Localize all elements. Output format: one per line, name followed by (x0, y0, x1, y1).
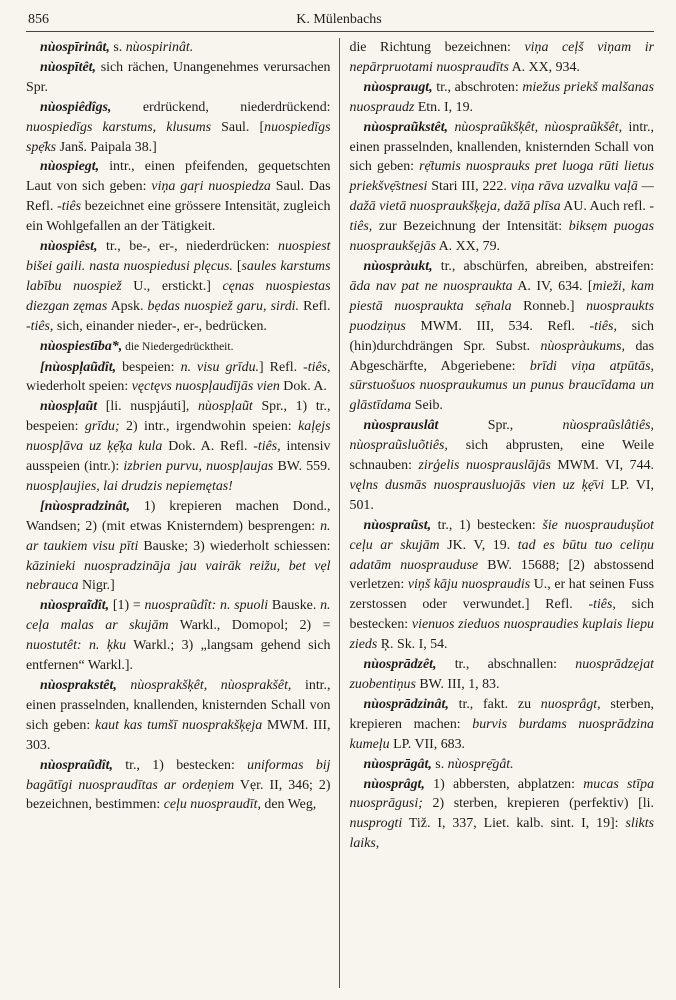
running-head-author: K. Mülenbachs (296, 12, 382, 27)
entry-text: die Richtung bezeichnen: (349, 40, 525, 55)
entry-text: BW. III, 1, 83. (415, 677, 500, 692)
dictionary-entry (26, 38, 331, 58)
entry-text (117, 678, 131, 693)
entry-text: MWM. III, 303. (26, 717, 331, 753)
entry-text: LP. VI, 501. (349, 477, 654, 513)
entry-text: tr., abschürfen, abreiben, abstreifen: (432, 258, 654, 274)
entry-example: -tiês, (303, 359, 331, 375)
two-column-body (26, 38, 654, 988)
entry-text: Saul. Das Refl. (26, 179, 331, 215)
entry-text: A. XX, 79. (435, 239, 500, 255)
entry-example: rẹ̄tumis nuosprauks pret luoga rūti lietus priekšvẹ̄stnesi (349, 159, 654, 195)
entry-text: Bauske; 3) wiederholt schiessen: (138, 538, 331, 554)
entry-example: nuospraũdît: n. spuoli (144, 598, 269, 614)
entry-text: tr., 1) bestecken: (431, 517, 543, 533)
entry-example: nuospiest bišei gaili. nasta nuospiedusi plęcus. (26, 239, 331, 274)
dictionary-entry (26, 157, 331, 237)
dictionary-entry (26, 676, 331, 756)
entry-text: Saul. [ (211, 119, 265, 135)
entry-example: -tiês, (589, 318, 617, 334)
dictionary-entry (26, 337, 331, 358)
dictionary-entry (26, 397, 331, 497)
entry-text: [li. nuspjáuti], (97, 399, 198, 415)
entry-text: MWM. III, 534. Refl. (405, 318, 590, 334)
entry-text: Dok. A. Refl. (162, 439, 254, 455)
entry-headword: nùospīrinât, (40, 40, 110, 55)
entry-text: Warkl.; 3) „langsam gehend sich entfernen“ Warkl.]. (26, 638, 331, 674)
entry-text: sterben, krepieren machen: (349, 696, 654, 732)
entry-text: intr., einen pfeifenden, gequetschten Laut von sich geben: (26, 159, 331, 195)
entry-example: nuospiedīgs spẹ̄ks (26, 119, 331, 155)
entry-example: n. ceļa malas ar skujām (26, 598, 331, 634)
entry-headword: nùospraũkstêt, (363, 119, 449, 135)
entry-example: grīdu; (84, 419, 120, 435)
entry-text: erdrückend, niederdrückend: (111, 99, 331, 115)
entry-text: 1) krepieren machen Dond., Wandsen; 2) (mit etwas Knisterndem) besprengen: (26, 498, 331, 534)
entry-headword: nùosprâgt, (363, 776, 425, 792)
entry-text: sich abprusten, eine Weile schnauben: (349, 438, 654, 474)
entry-example: zirģelis nuosprauslājās (418, 458, 551, 474)
entry-example: nuostutêt: n. ķku (26, 638, 127, 654)
entry-headword: nùospraĩdît, (40, 598, 110, 614)
entry-example: burvis burdams nuosprādzina kumeļu (349, 716, 654, 752)
entry-text: Seib. (411, 398, 443, 414)
entry-example: n. ar taukiem visu pīti (26, 518, 331, 554)
entry-example: slikts laiks, (349, 816, 654, 852)
entry-text: BW. 559. (273, 459, 331, 475)
entry-example: miežus priekš malšanas nuospraudz (349, 79, 654, 115)
dictionary-entry (26, 98, 331, 158)
entry-headword: nùospraũst, (363, 517, 432, 533)
entry-text: tr., 1) bestecken: (112, 757, 248, 773)
entry-text: tr., abschnallen: (436, 657, 576, 673)
entry-text: A. XX, 934. (508, 59, 580, 75)
entry-example: kāzinieki nuospradzināja jau vairāk reižu, bet vẹl nebrauca (26, 558, 331, 594)
entry-headword: nùospiestība*, (40, 338, 123, 354)
entry-text: Ronneb.] (511, 298, 587, 314)
entry-text: A. IV, 634. [ (512, 278, 593, 294)
entry-example: biksẹm puogas nuospraukšẹjās (349, 219, 654, 255)
entry-text: intr., einen prasselnden, knallenden, knisternden Schall von sich geben: (26, 678, 331, 733)
dictionary-entry (350, 516, 655, 655)
dictionary-entry (350, 257, 655, 416)
entry-example: cęnas nuospiestas diezgan zęmas (26, 278, 331, 314)
left-column (26, 38, 340, 988)
entry-text: s. (431, 756, 448, 772)
entry-example: nùosprakšķêt, nùosprakšêt, (130, 678, 292, 693)
entry-example: mucas stīpa nuosprāgusi; (349, 776, 654, 812)
dictionary-entry (350, 118, 655, 257)
entry-text: wiederholt speien: (26, 379, 132, 395)
entry-example: viņa ceļš viņam ir nepārpruotami nuospraudīts (349, 40, 654, 75)
dictionary-entry (26, 58, 331, 98)
entry-text: die Niedergedrücktheit. (122, 340, 234, 353)
page-header (26, 12, 654, 32)
entry-example: nuosprādzẹjat zuobentiņus (349, 657, 654, 692)
entry-example: tad es būtu tuo celiņu adatām nuosprauduse (349, 537, 654, 573)
entry-example: kaut kas tumšī nuosprakšķẹja (95, 717, 263, 733)
entry-text: 2) intr., irgendwohin speien: (119, 419, 299, 435)
dictionary-entry (350, 38, 655, 78)
entry-text: das Abgeschärfte, Abgeriebene: (349, 338, 654, 374)
entry-example: āda nav pat ne nuospraukta (349, 278, 513, 294)
entry-example: nuosprâgt, (540, 696, 601, 712)
entry-example: šie nuosprauduș̌uot ceļu ar skujām (349, 517, 654, 553)
dictionary-entry (350, 775, 655, 855)
entry-text: Janš. Paipala 38.] (56, 139, 157, 155)
entry-example: vęctęvs nuospļaudījās vien (131, 379, 280, 395)
entry-example: -tiês, (26, 318, 54, 334)
entry-example: nusprogti (349, 816, 403, 832)
entry-text: [ (232, 258, 242, 274)
entry-text: Apsk. (107, 298, 148, 314)
entry-text: U., erstickt.] (121, 278, 223, 294)
entry-text: ] Refl. (259, 359, 304, 375)
entry-example: nùosprẹ̄gât. (447, 756, 514, 772)
dictionary-entry (26, 358, 331, 398)
entry-example: nùospļaũt (197, 399, 253, 415)
entry-text: den Weg, (260, 797, 317, 813)
entry-example: viņa rāva uzvalku vaļā — dažā vietā nuospraukšķẹja, dažā plīsa (349, 179, 654, 215)
entry-headword: nùospiêdîgs, (40, 99, 112, 115)
dictionary-entry (26, 497, 331, 597)
entry-text: s. (109, 40, 126, 55)
entry-example: nùospraũkšķêt, nùospraũkšêt, (454, 119, 623, 135)
entry-example: -tiês, (588, 597, 616, 613)
entry-text: intr., einen prasselnden, knallenden, knisternden Schall von sich geben: (349, 119, 654, 175)
entry-text: sich, einander nieder-, er-, bedrücken. (53, 318, 267, 334)
entry-example: nùospraũslâtiês, nùospraũsluõtiês, (349, 418, 654, 454)
entry-text: zur Bezeichnung der Intensität: (372, 219, 569, 235)
entry-text: AU. Auch refl. (560, 199, 650, 215)
entry-text: Tiž. I, 337, Liet. kalb. sint. I, 19]: (402, 816, 626, 832)
entry-text: bespeien: (116, 359, 181, 375)
entry-headword: nùospràukt, (363, 258, 433, 274)
entry-text: Spr., (438, 418, 563, 434)
entry-text: Etn. I, 19. (414, 99, 473, 115)
entry-example: bẹdas nuospiež garu, sirdi. (147, 298, 300, 314)
entry-text: BW. 15688; [2) abstossend verletzen: (349, 557, 654, 593)
entry-example: uniformas bij bagātīgi nuospraudītas ar ordeņiem (26, 757, 331, 793)
entry-text: tr., fakt. zu (448, 696, 541, 712)
dictionary-entry (350, 695, 655, 755)
entry-text: U., er hat seinen Fuss zerstossen oder verwundet.] Refl. (349, 577, 654, 613)
entry-text: Warkl., Domopol; 2) = (168, 618, 331, 634)
entry-text: JK. V, 19. (439, 537, 518, 553)
entry-example: nuospiedīgs karstums, klusums (26, 119, 212, 135)
entry-text: Vẹr. II, 346; 2) bezeichnen, bestimmen: (26, 777, 331, 813)
entry-headword: nùosprādzêt, (363, 657, 437, 673)
entry-example: vęlns dusmās nuosprausluojās vien uz ķẹ̄vi (349, 477, 605, 493)
entry-text: Refl. (299, 298, 331, 314)
dictionary-entry (26, 237, 331, 337)
dictionary-entry (26, 756, 331, 816)
entry-example: brīdi viņa atpūtās, sūrstuošuos nuospraukumus un punus braucīdama un glāstīdama (349, 358, 654, 414)
entry-text: 2) sterben, krepieren (perfektiv) [li. (422, 796, 654, 812)
entry-example: nuospraukts puodziņus (349, 298, 654, 334)
entry-headword: nùosprauslât (363, 418, 439, 434)
entry-example: viņa gaŗi nuospiedza (151, 179, 271, 195)
entry-example: vienuos zieduos nuospraudies kuplais liepu zieds (349, 617, 654, 653)
entry-headword: nùospiêst, (40, 239, 98, 255)
entry-headword: nùosprādzinât, (363, 696, 449, 712)
dictionary-entry (350, 755, 655, 775)
entry-text: tr., abschroten: (432, 79, 523, 95)
entry-text: Spr., 1) tr., bespeien: (26, 399, 331, 435)
entry-text: sich bestecken: (349, 597, 654, 633)
entry-example: izbrien purvu, nuospļaujas (123, 459, 274, 475)
entry-example: nùospràukums, (540, 338, 626, 354)
entry-text: Nigr.] (78, 578, 115, 594)
entry-text: 1) abbersten, abplatzen: (424, 776, 584, 792)
entry-example: nùospirinât. (125, 40, 194, 55)
page-number: 856 (28, 12, 49, 27)
entry-text: sich rächen, Unangenehmes verursachen Spr. (26, 59, 331, 95)
entry-example: n. visu grīdu. (180, 359, 260, 375)
entry-headword: nùosprāgât, (363, 756, 432, 772)
entry-text: Ŗ. Sk. I, 54. (377, 637, 448, 653)
entry-text: bezeichnet eine grössere Intensität, zugleich ein Wohlgefallen an der Tätigkeit. (26, 199, 331, 235)
entry-headword: nùospraũdît, (40, 757, 113, 773)
dictionary-entry (26, 596, 331, 676)
entry-text: LP. VII, 683. (389, 736, 465, 752)
entry-example: -tiês, (349, 199, 654, 235)
entry-headword: nùospītêt, (40, 59, 96, 75)
entry-text: [1) = (109, 598, 145, 614)
entry-example: mieži, kam piestā nuospraukta sẹ̄nala (349, 278, 654, 314)
entry-text: Dok. A. (279, 379, 327, 395)
entry-example: -tiês, (253, 439, 281, 455)
entry-text: Bauske. (268, 598, 321, 614)
entry-example: saules karstums labību nuospiež (26, 258, 331, 294)
entry-text: MWM. VI, 744. (550, 458, 654, 474)
entry-headword: nùospļaũt (40, 399, 98, 415)
dictionary-entry (350, 78, 655, 118)
entry-example: ceļu nuospraudīt, (163, 797, 261, 813)
entry-example: -tiês (57, 199, 82, 215)
entry-text: Stari III, 222. (427, 179, 511, 195)
entry-headword: nùospraugt, (363, 79, 433, 95)
entry-headword: [nùospļaũdît, (40, 359, 117, 375)
entry-example: nuospļaujies, lai drudzis nepiemętas! (26, 478, 233, 494)
entry-text: tr., be-, er-, niederdrücken: (97, 239, 279, 255)
dictionary-entry (350, 655, 655, 695)
entry-example: kaļẹjs nuospļāva uz ķẹ̄ķa kula (26, 419, 331, 455)
entry-headword: nùosprakstêt, (40, 678, 117, 693)
entry-headword: nùospiegt, (40, 159, 100, 175)
entry-text: intensiv ausspeien (intr.): (26, 439, 331, 475)
entry-headword: [nùospradzinât, (40, 498, 130, 514)
right-column (340, 38, 655, 988)
dictionary-entry (350, 416, 655, 516)
entry-example: viņš kāju nuospraudis (407, 577, 531, 593)
entry-text: sich (hin)durchdrängen Spr. Subst. (349, 318, 654, 354)
